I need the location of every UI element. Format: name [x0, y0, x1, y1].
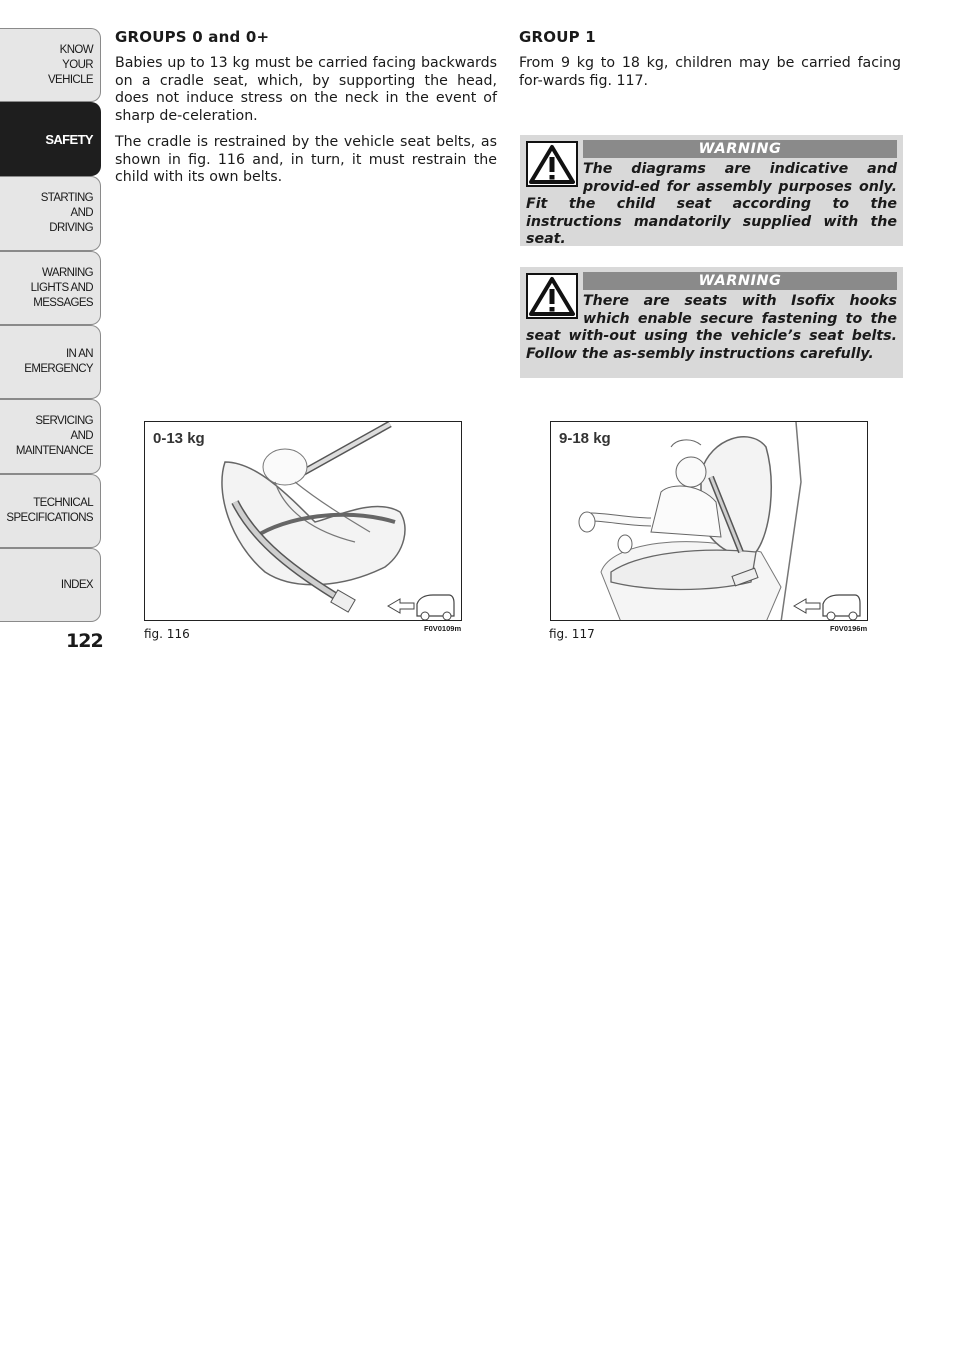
figure-116: [144, 421, 462, 621]
warning-text: The diagrams are indicative and provid-ed for assembly purposes only. Fit the child seat according to the instructions mandatorily supplied with the seat.: [526, 161, 897, 248]
warning-triangle-icon: [526, 273, 578, 319]
tab-safety[interactable]: SAFETY: [0, 102, 101, 176]
warning-title: WARNING: [583, 140, 897, 158]
section-heading: GROUP 1: [519, 28, 596, 46]
tab-servicing-and-maintenance[interactable]: SERVICING AND MAINTENANCE: [0, 399, 101, 474]
figure-code: F0V0196m: [830, 624, 868, 633]
warning-box: [520, 135, 903, 246]
tab-starting-and-driving[interactable]: STARTING AND DRIVING: [0, 176, 101, 251]
figure-weight-label: 0-13 kg: [153, 430, 205, 447]
figure-caption: fig. 117: [549, 627, 595, 641]
page-number: 122: [66, 630, 103, 652]
section-heading: GROUPS 0 and 0+: [115, 28, 270, 46]
warning-triangle-icon: [526, 141, 578, 187]
forward-seat-illustration: [551, 422, 868, 621]
tab-index[interactable]: INDEX: [0, 548, 101, 622]
cradle-seat-illustration: [145, 422, 462, 621]
figure-117: [550, 421, 868, 621]
body-paragraph: From 9 kg to 18 kg, children may be carried facing for-wards fig. 117.: [519, 55, 901, 89]
groups-0-section: [115, 28, 497, 196]
figure-weight-label: 9-18 kg: [559, 430, 611, 447]
tab-warning-lights-and-messages[interactable]: WARNING LIGHTS AND MESSAGES: [0, 251, 101, 325]
tab-in-an-emergency[interactable]: IN AN EMERGENCY: [0, 325, 101, 399]
tab-technical-specifications[interactable]: TECHNICAL SPECIFICATIONS: [0, 474, 101, 548]
body-paragraph: The cradle is restrained by the vehicle seat belts, as shown in fig. 116 and, in turn, it must restrain the child with its own belts.: [115, 134, 497, 185]
tab-know-your-vehicle[interactable]: KNOW YOUR VEHICLE: [0, 28, 101, 102]
warning-box: [520, 267, 903, 378]
group-1-section: [519, 28, 901, 99]
body-paragraph: Babies up to 13 kg must be carried facing backwards on a cradle seat, which, by supporting the head, does not induce stress on the neck in the event of sharp de-celeration.: [115, 55, 497, 124]
figure-code: F0V0109m: [424, 624, 462, 633]
warning-text: There are seats with Isofix hooks which enable secure fastening to the seat with-out using the vehicle’s seat belts. Follow the as-sembly instructions carefully.: [526, 293, 897, 362]
warning-title: WARNING: [583, 272, 897, 290]
figure-caption: fig. 116: [144, 627, 190, 641]
